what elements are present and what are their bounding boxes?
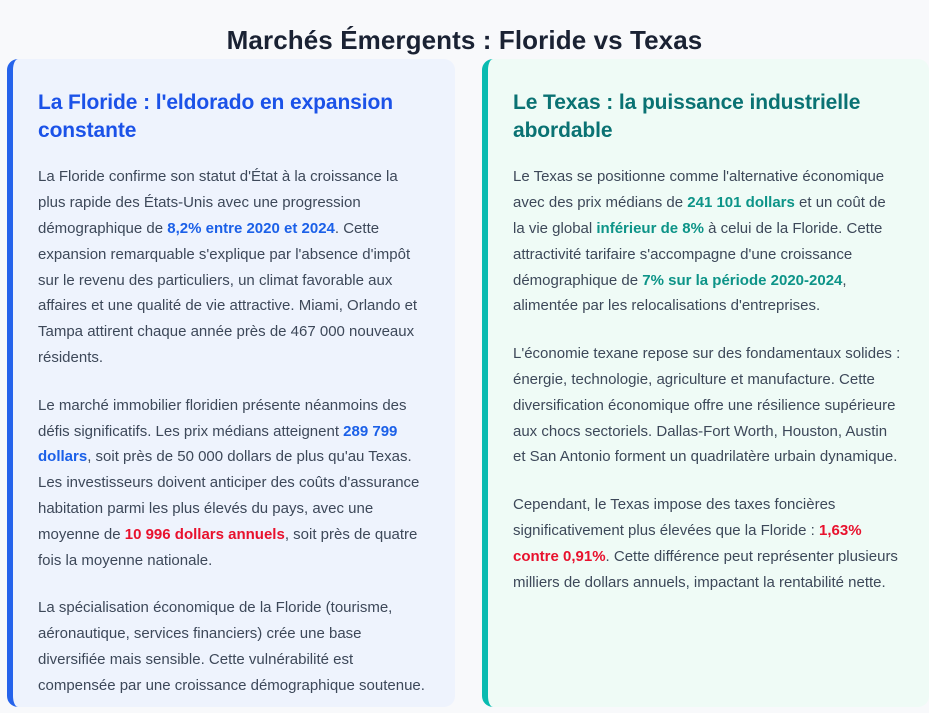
texas-p2: L'économie texane repose sur des fondamentaux solides : énergie, technologie, agriculture et manufacture. Cette diversification économique offre une résilience supérieure aux chocs sectoriels. Dallas-Fort Worth, Houston, Austin et San Antonio forment un quadrilatère urbain dynamique.	[513, 345, 901, 466]
card-florida-body	[38, 164, 427, 698]
highlight-blue: 8,2% entre 2020 et 2024	[167, 220, 335, 238]
card-florida-title: La Floride : l'eldorado en expansion constante	[38, 91, 393, 142]
highlight-teal: inférieur de 8%	[596, 220, 704, 238]
texas-p3: Cependant, le Texas impose des taxes foncières significativement plus élevées que la Floride : 1,63% contre 0,91%. Cette différence peut représenter plusieurs milliers de dollars annuels, impactant la rentabilité nette.	[513, 496, 898, 591]
highlight-blue: 289 799 dollars	[38, 422, 398, 466]
card-texas	[482, 59, 929, 707]
highlight-teal: 7% sur la période 2020-2024	[642, 271, 843, 289]
florida-p1: La Floride confirme son statut d'État à la croissance la plus rapide des États-Unis avec une progression démographique de 8,2% entre 2020 et 2024. Cette expansion remarquable s'explique par l'absence d'impôt sur le revenu des particuliers, un climat favorable aux affaires et une qualité de vie attractive. Miami, Orlando et Tampa attirent chaque année près de 467 000 nouveaux résidents.	[38, 168, 418, 367]
highlight-red: 1,63% contre 0,91%	[513, 522, 862, 565]
florida-p3: La spécialisation économique de la Floride (tourisme, aéronautique, services financiers) crée une base diversifiée mais sensible. Cette vulnérabilité est compensée par une croissance démographique soutenue.	[38, 599, 425, 694]
texas-p1: Le Texas se positionne comme l'alternative économique avec des prix médians de 241 101 dollars et un coût de la vie global inférieur de 8% à celui de la Floride. Cette attractivité tarifaire s'accompagne d'une croissance démographique de 7% sur la période 2020-2024, alimentée par les relocalisations d'entreprises.	[513, 168, 886, 315]
card-florida	[7, 59, 455, 707]
card-texas-title: Le Texas : la puissance industrielle abordable	[513, 91, 861, 142]
florida-p2: Le marché immobilier floridien présente néanmoins des défis significatifs. Les prix médians atteignent 289 799 dollars, soit près de 50 000 dollars de plus qu'au Texas. Les investisseurs doivent anticiper des coûts d'assurance habitation parmi les plus élevés du pays, avec une moyenne de 10 996 dollars annuels, soit près de quatre fois la moyenne nationale.	[38, 396, 420, 569]
comparison-cards-row	[7, 59, 929, 707]
card-texas-body	[513, 164, 901, 595]
highlight-red: 10 996 dollars annuels	[124, 525, 285, 543]
highlight-teal: 241 101 dollars	[687, 194, 795, 212]
page-title: Marchés Émergents : Floride vs Texas	[226, 25, 703, 56]
